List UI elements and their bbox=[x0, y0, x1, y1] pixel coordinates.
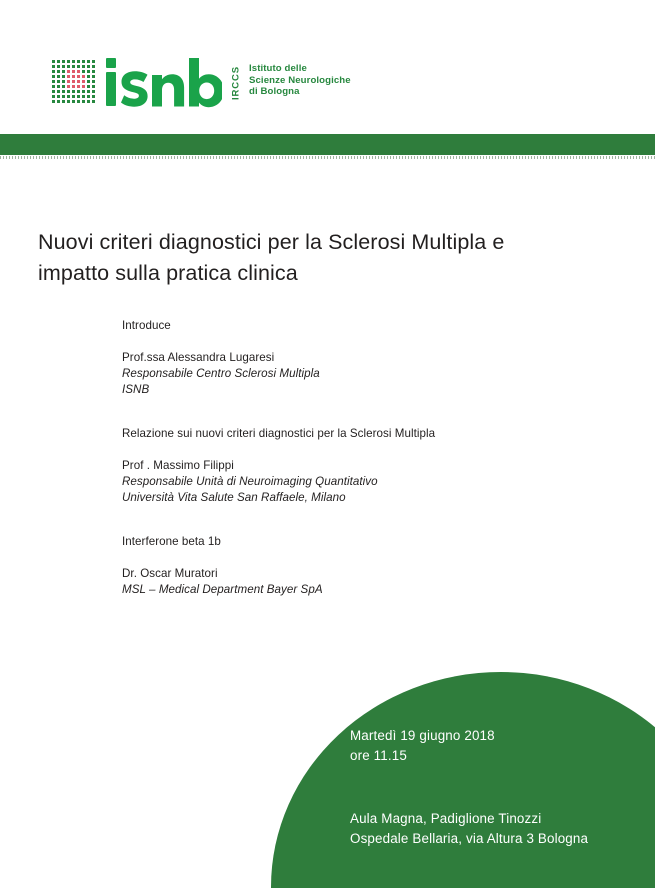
program-block-relazione bbox=[122, 426, 572, 506]
header-green-band bbox=[0, 134, 655, 155]
event-spacer bbox=[350, 765, 640, 809]
logo-tagline-line-2: Scienze Neurologiche bbox=[249, 74, 351, 86]
program-heading: Interferone beta 1b bbox=[122, 535, 221, 548]
program-block-interferone bbox=[122, 534, 572, 598]
isnb-wordmark bbox=[104, 56, 222, 114]
event-time: ore 11.15 bbox=[350, 747, 407, 763]
program-block-introduce bbox=[122, 318, 572, 398]
speaker-role-line-1: MSL – Medical Department Bayer SpA bbox=[122, 583, 323, 596]
logo-irccs-text: IRCCS bbox=[230, 65, 241, 101]
program-list bbox=[122, 318, 572, 598]
speaker-name: Prof . Massimo Filippi bbox=[122, 459, 234, 472]
dotted-divider bbox=[0, 156, 655, 159]
speaker-role-line-1: Responsabile Unità di Neuroimaging Quantitativo bbox=[122, 475, 378, 488]
speaker-role-line-2: ISNB bbox=[122, 383, 150, 396]
page-title-line-1: Nuovi criteri diagnostici per la Sclerosi Multipla e bbox=[38, 230, 505, 255]
logo-tagline-line-1: Istituto delle bbox=[249, 63, 307, 74]
pixel-grid-icon bbox=[52, 60, 98, 106]
speaker-role-line-1: Responsabile Centro Sclerosi Multipla bbox=[122, 367, 320, 380]
page-title-line-2: impatto sulla pratica clinica bbox=[38, 261, 298, 286]
isnb-logo bbox=[52, 56, 351, 114]
event-venue: Aula Magna, Padiglione Tinozzi bbox=[350, 811, 542, 826]
speaker-role-line-2: Università Vita Salute San Raffaele, Milano bbox=[122, 491, 346, 504]
speaker-name: Prof.ssa Alessandra Lugaresi bbox=[122, 351, 275, 364]
event-date: Martedì 19 giugno 2018 bbox=[350, 728, 495, 743]
program-heading: Relazione sui nuovi criteri diagnostici per la Sclerosi Multipla bbox=[122, 427, 436, 440]
page-title bbox=[38, 227, 578, 289]
event-address: Ospedale Bellaria, via Altura 3 Bologna bbox=[350, 830, 589, 846]
event-details bbox=[350, 726, 640, 848]
program-heading: Introduce bbox=[122, 319, 171, 332]
logo-tagline-line-3: di Bologna bbox=[249, 86, 300, 98]
speaker-name: Dr. Oscar Muratori bbox=[122, 567, 218, 580]
logo-tagline bbox=[249, 63, 351, 98]
logo-irccs-label bbox=[230, 63, 241, 103]
